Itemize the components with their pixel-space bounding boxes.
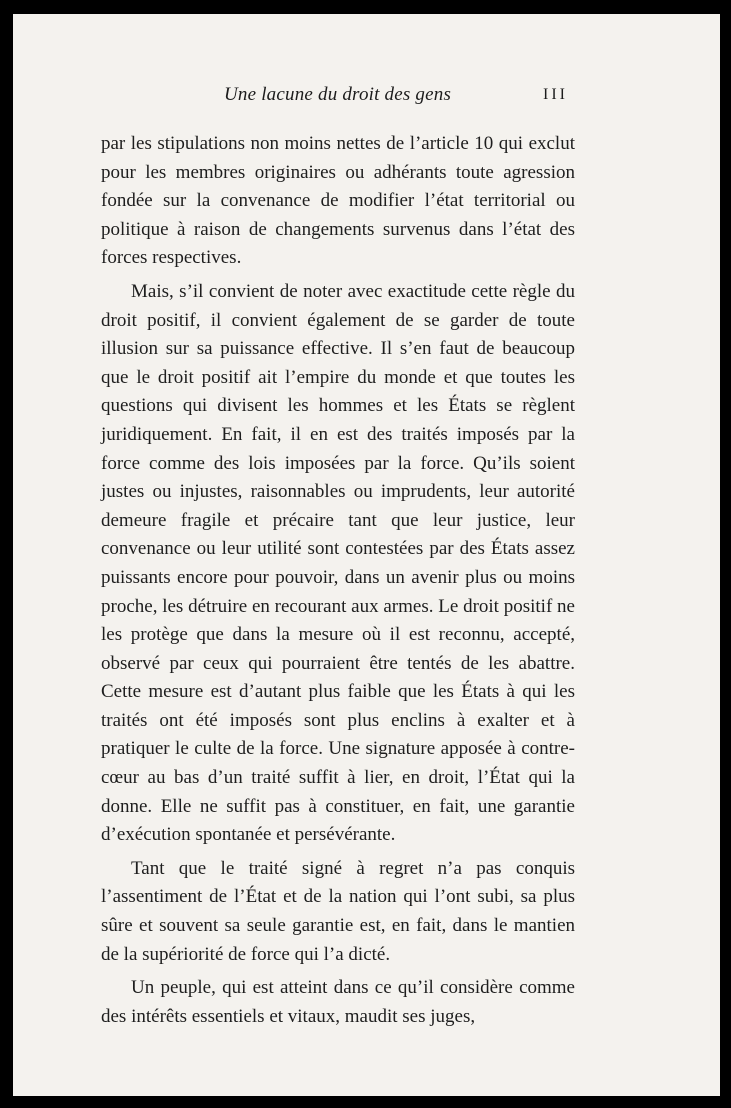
paragraph: Mais, s’il convient de noter avec exactitude cette règle du droit positif, il convient également de se garder de toute illusion sur sa puissance effective. Il s’en faut de beaucoup que le droit positif ait l’empire du monde et que toutes les questions qui divisent les hommes et les États se règlent juridiquement. En fait, il en est des traités imposés par la force comme des lois imposées par la force. Qu’ils soient justes ou injustes, raisonnables ou imprudents, leur autorité demeure fragile et précaire tant que leur justice, leur convenance ou leur utilité sont contestées par des États assez puissants encore pour pouvoir, dans un avenir plus ou moins proche, les détruire en recourant aux armes. Le droit positif ne les protège que dans la mesure où il est reconnu, accepté, observé par ceux qui pourraient être tentés de les abattre. Cette mesure est d’autant plus faible que les États à qui les traités ont été imposés sont plus enclins à exalter et à pratiquer le culte de la force. Une signature apposée à contre-cœur au bas d’un traité suffit à lier, en droit, l’État qui la donne. Elle ne suffit pas à constituer, en fait, une garantie d’exécution spontanée et persévérante. — [101, 280, 575, 846]
paragraph-continuation: par les stipulations non moins nettes de l’article 10 qui exclut pour les membres originaires ou adhérants toute agression fondée sur la convenance de modifier l’état territorial ou politique à raison de changements survenus dans l’état des forces respectives. — [101, 133, 575, 269]
paragraph: Tant que le traité signé à regret n’a pas conquis l’assentiment de l’État et de la nation qui l’ont subi, sa plus sûre et souvent sa seule garantie est, en fait, dans le mantien de la supériorité de force qui l’a dicté. — [101, 857, 575, 965]
book-page — [13, 14, 720, 1096]
body-text — [101, 130, 575, 1036]
running-title: Une lacune du droit des gens — [224, 84, 452, 105]
page-number: III — [543, 86, 568, 103]
page-header — [13, 84, 720, 116]
paragraph: Un peuple, qui est atteint dans ce qu’il considère comme des intérêts essentiels et vitaux, maudit ses juges, — [101, 977, 575, 1027]
